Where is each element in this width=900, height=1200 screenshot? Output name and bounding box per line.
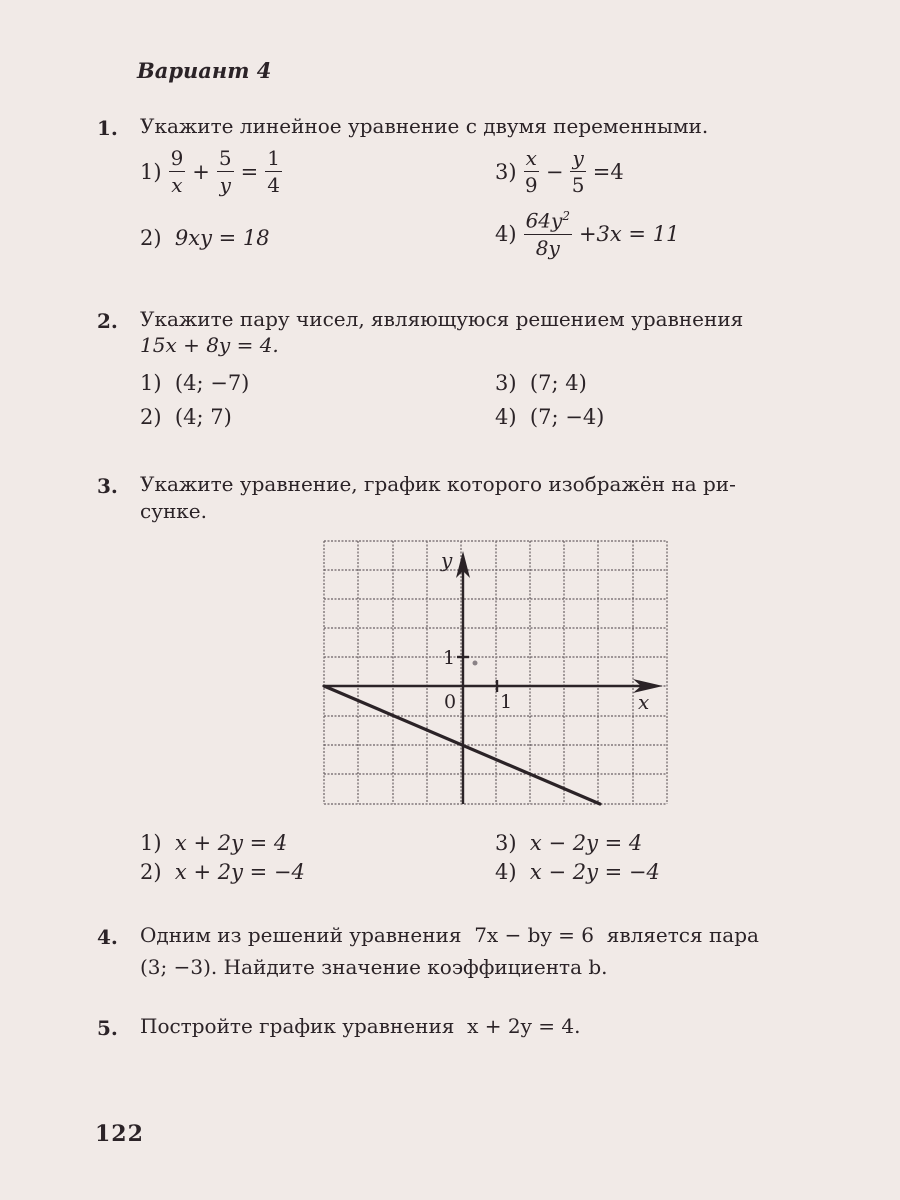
exponent: 2 [562, 209, 570, 223]
numerator-base: 64y [525, 208, 563, 233]
problem-1-number: 1. [97, 116, 118, 140]
problem-2-equation: 15x + 8y = 4. [140, 333, 279, 357]
option-label: 1) [140, 371, 162, 395]
origin-label: 0 [444, 691, 457, 713]
problem-5-number: 5. [97, 1016, 118, 1040]
problem-3-option-3 [495, 831, 642, 855]
problem-3-text-line1: Укажите уравнение, график которого изображён на ри- [140, 472, 736, 496]
problem-4-text-line2: (3; −3). Найдите значение коэффициента b. [140, 955, 608, 979]
option-label: 2) [140, 405, 162, 429]
grid [324, 541, 667, 804]
problem-4-number: 4. [97, 925, 118, 949]
axes [324, 551, 663, 804]
problem-2-number: 2. [97, 309, 118, 333]
numerator: x [525, 146, 537, 170]
option-value: (4; −7) [174, 371, 250, 395]
option-value: (4; 7) [174, 405, 232, 429]
rest-expr: +3x = 11 [578, 221, 680, 246]
y-unit-label: 1 [443, 647, 456, 669]
denominator: 5 [571, 173, 585, 197]
x-axis-label: x [638, 690, 650, 714]
option-expr: x − 2y = −4 [529, 860, 660, 884]
option-expr: x − 2y = 4 [529, 831, 643, 855]
option-label: 3) [495, 159, 517, 184]
option-label: 3) [495, 371, 517, 395]
problem-3-option-2 [140, 860, 305, 884]
option-label: 1) [140, 159, 162, 184]
page-number: 122 [95, 1121, 144, 1147]
rhs: =4 [592, 159, 624, 184]
option-expr: x + 2y = −4 [174, 860, 305, 884]
option-label: 4) [495, 405, 517, 429]
option-value: (7; 4) [529, 371, 587, 395]
option-label: 3) [495, 831, 517, 855]
problem-3-number: 3. [97, 474, 118, 498]
x-unit-label: 1 [500, 691, 513, 713]
numerator: 5 [218, 146, 232, 170]
option-label: 2) [140, 226, 162, 250]
variant-title: Вариант 4 [137, 58, 272, 83]
operator: = [240, 159, 259, 184]
numerator: 9 [170, 146, 184, 170]
y-axis-label: y [441, 548, 453, 572]
problem-2-text-line1: Укажите пару чисел, являющуюся решением уравнения [140, 307, 744, 331]
option-label: 4) [495, 221, 517, 246]
option-label: 1) [140, 831, 162, 855]
problem-3-option-4 [495, 860, 660, 884]
problem-1-text: Укажите линейное уравнение с двумя переменными. [140, 114, 709, 138]
stray-dot [473, 661, 478, 666]
denominator: 4 [267, 173, 280, 197]
denominator: 8y [535, 235, 560, 260]
option-expr: x + 2y = 4 [174, 831, 288, 855]
denominator: x [171, 173, 183, 197]
option-label: 4) [495, 860, 517, 884]
option-label: 2) [140, 860, 162, 884]
option-value: (7; −4) [529, 405, 605, 429]
numerator: y [572, 146, 584, 170]
operator: − [545, 159, 564, 184]
operator: + [192, 159, 210, 184]
problem-3-option-1 [140, 831, 287, 855]
denominator: y [219, 173, 231, 197]
problem-5-text: Постройте график уравнения x + 2y = 4. [140, 1014, 581, 1038]
option-expr: 9xy = 18 [174, 226, 270, 250]
denominator: 9 [524, 173, 538, 197]
problem-3-text-line2: сунке. [140, 499, 207, 523]
numerator: 1 [267, 146, 280, 170]
problem-4-text-line1: Одним из решений уравнения 7x − by = 6 является пара [140, 923, 759, 947]
